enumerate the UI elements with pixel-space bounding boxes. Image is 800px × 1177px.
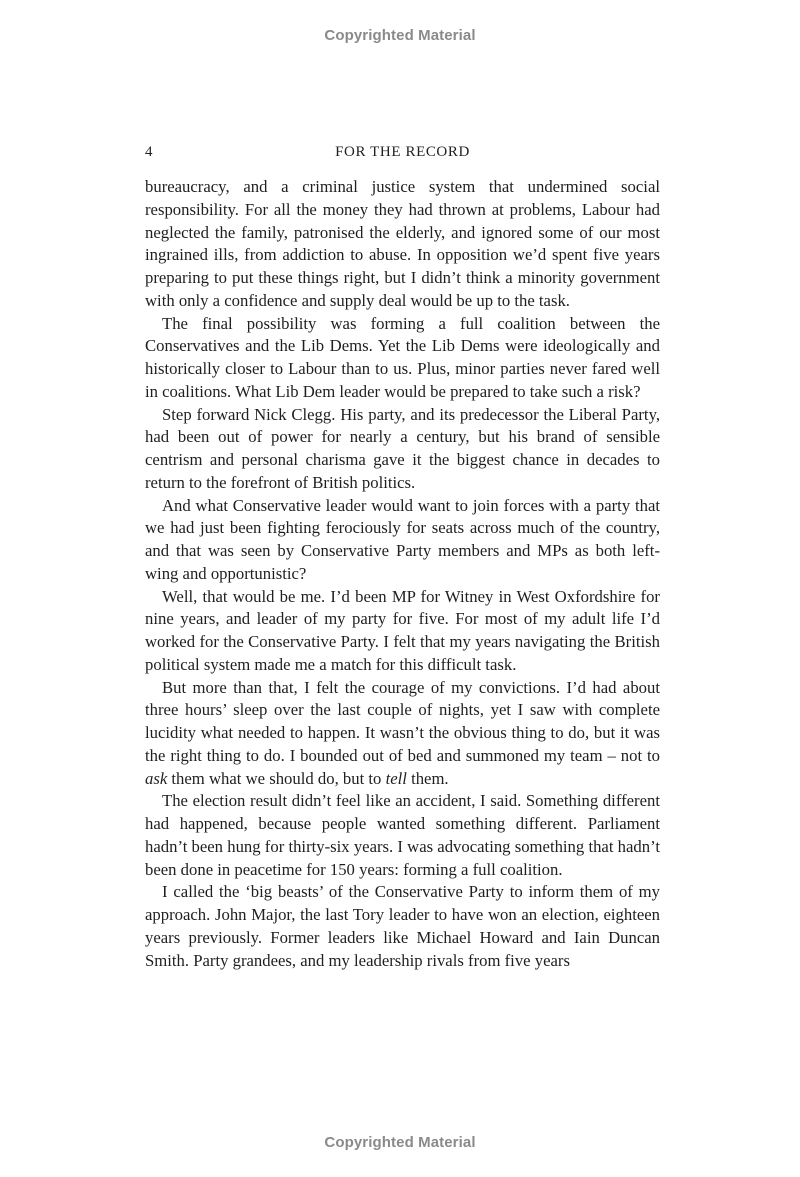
copyright-watermark-bottom: Copyrighted Material: [324, 1134, 476, 1151]
paragraph-4: And what Conservative leader would want to join forces with a party that we had just been fighting ferociously for seats across much of the country, and that was seen by Conservative Party members and MPs as both left-wing and opportunistic?: [145, 495, 660, 583]
emphasis-tell: tell: [385, 768, 407, 788]
body-text: [145, 176, 660, 972]
emphasis-ask: ask: [145, 768, 168, 788]
paragraph-1: bureaucracy, and a criminal justice system that undermined social responsibility. For all the money they had thrown at problems, Labour had neglected the family, patronised the elderly, and ignored some of our most ingrained ills, from addiction to abuse. In opposition we’d spent five years preparing to put these things right, but I didn’t think a minority government with only a confidence and supply deal would be up to the task.: [145, 177, 660, 310]
book-title: FOR THE RECORD: [335, 144, 470, 160]
paragraph-6: [145, 677, 660, 791]
paragraph-3: Step forward Nick Clegg. His party, and its predecessor the Liberal Party, had been out of power for nearly a century, but his brand of sensible centrism and personal charisma gave it the biggest chance in decades to return to the forefront of British politics.: [145, 404, 660, 492]
paragraph-6-part-3: them.: [406, 768, 449, 788]
paragraph-5: Well, that would be me. I’d been MP for Witney in West Oxfordshire for nine years, and leader of my party for five. For most of my adult life I’d worked for the Conservative Party. I felt that my years navigating the British political system made me a match for this difficult task.: [145, 586, 660, 674]
paragraph-2: The final possibility was forming a full coalition between the Conservatives and the Lib Dems. Yet the Lib Dems were ideologically and historically closer to Labour than to us. Plus, minor parties never fared well in coalitions. What Lib Dem leader would be prepared to take such a risk?: [145, 313, 660, 401]
paragraph-8: I called the ‘big beasts’ of the Conservative Party to inform them of my approach. John Major, the last Tory leader to have won an election, eighteen years previously. Former leaders like Michael Howard and Iain Duncan Smith. Party grandees, and my leadership rivals from five years: [145, 882, 660, 970]
paragraph-7: The election result didn’t feel like an accident, I said. Something different had happened, because people wanted something different. Parliament hadn’t been hung for thirty-six years. I was advocating something that hadn’t been done in peacetime for 150 years: forming a full coalition.: [145, 791, 660, 879]
paragraph-6-part-1: But more than that, I felt the courage of my convictions. I’d had about three hours’ sleep over the last couple of nights, yet I saw with complete lucidity what needed to happen. It wasn’t the obvious thing to do, but it was the right thing to do. I bounded out of bed and summoned my team – not to: [145, 677, 660, 765]
running-header: [145, 142, 660, 162]
page-number: 4: [145, 144, 153, 160]
paragraph-6-part-2: them what we should do, but to: [167, 768, 386, 788]
copyright-watermark-top: Copyrighted Material: [324, 27, 476, 44]
